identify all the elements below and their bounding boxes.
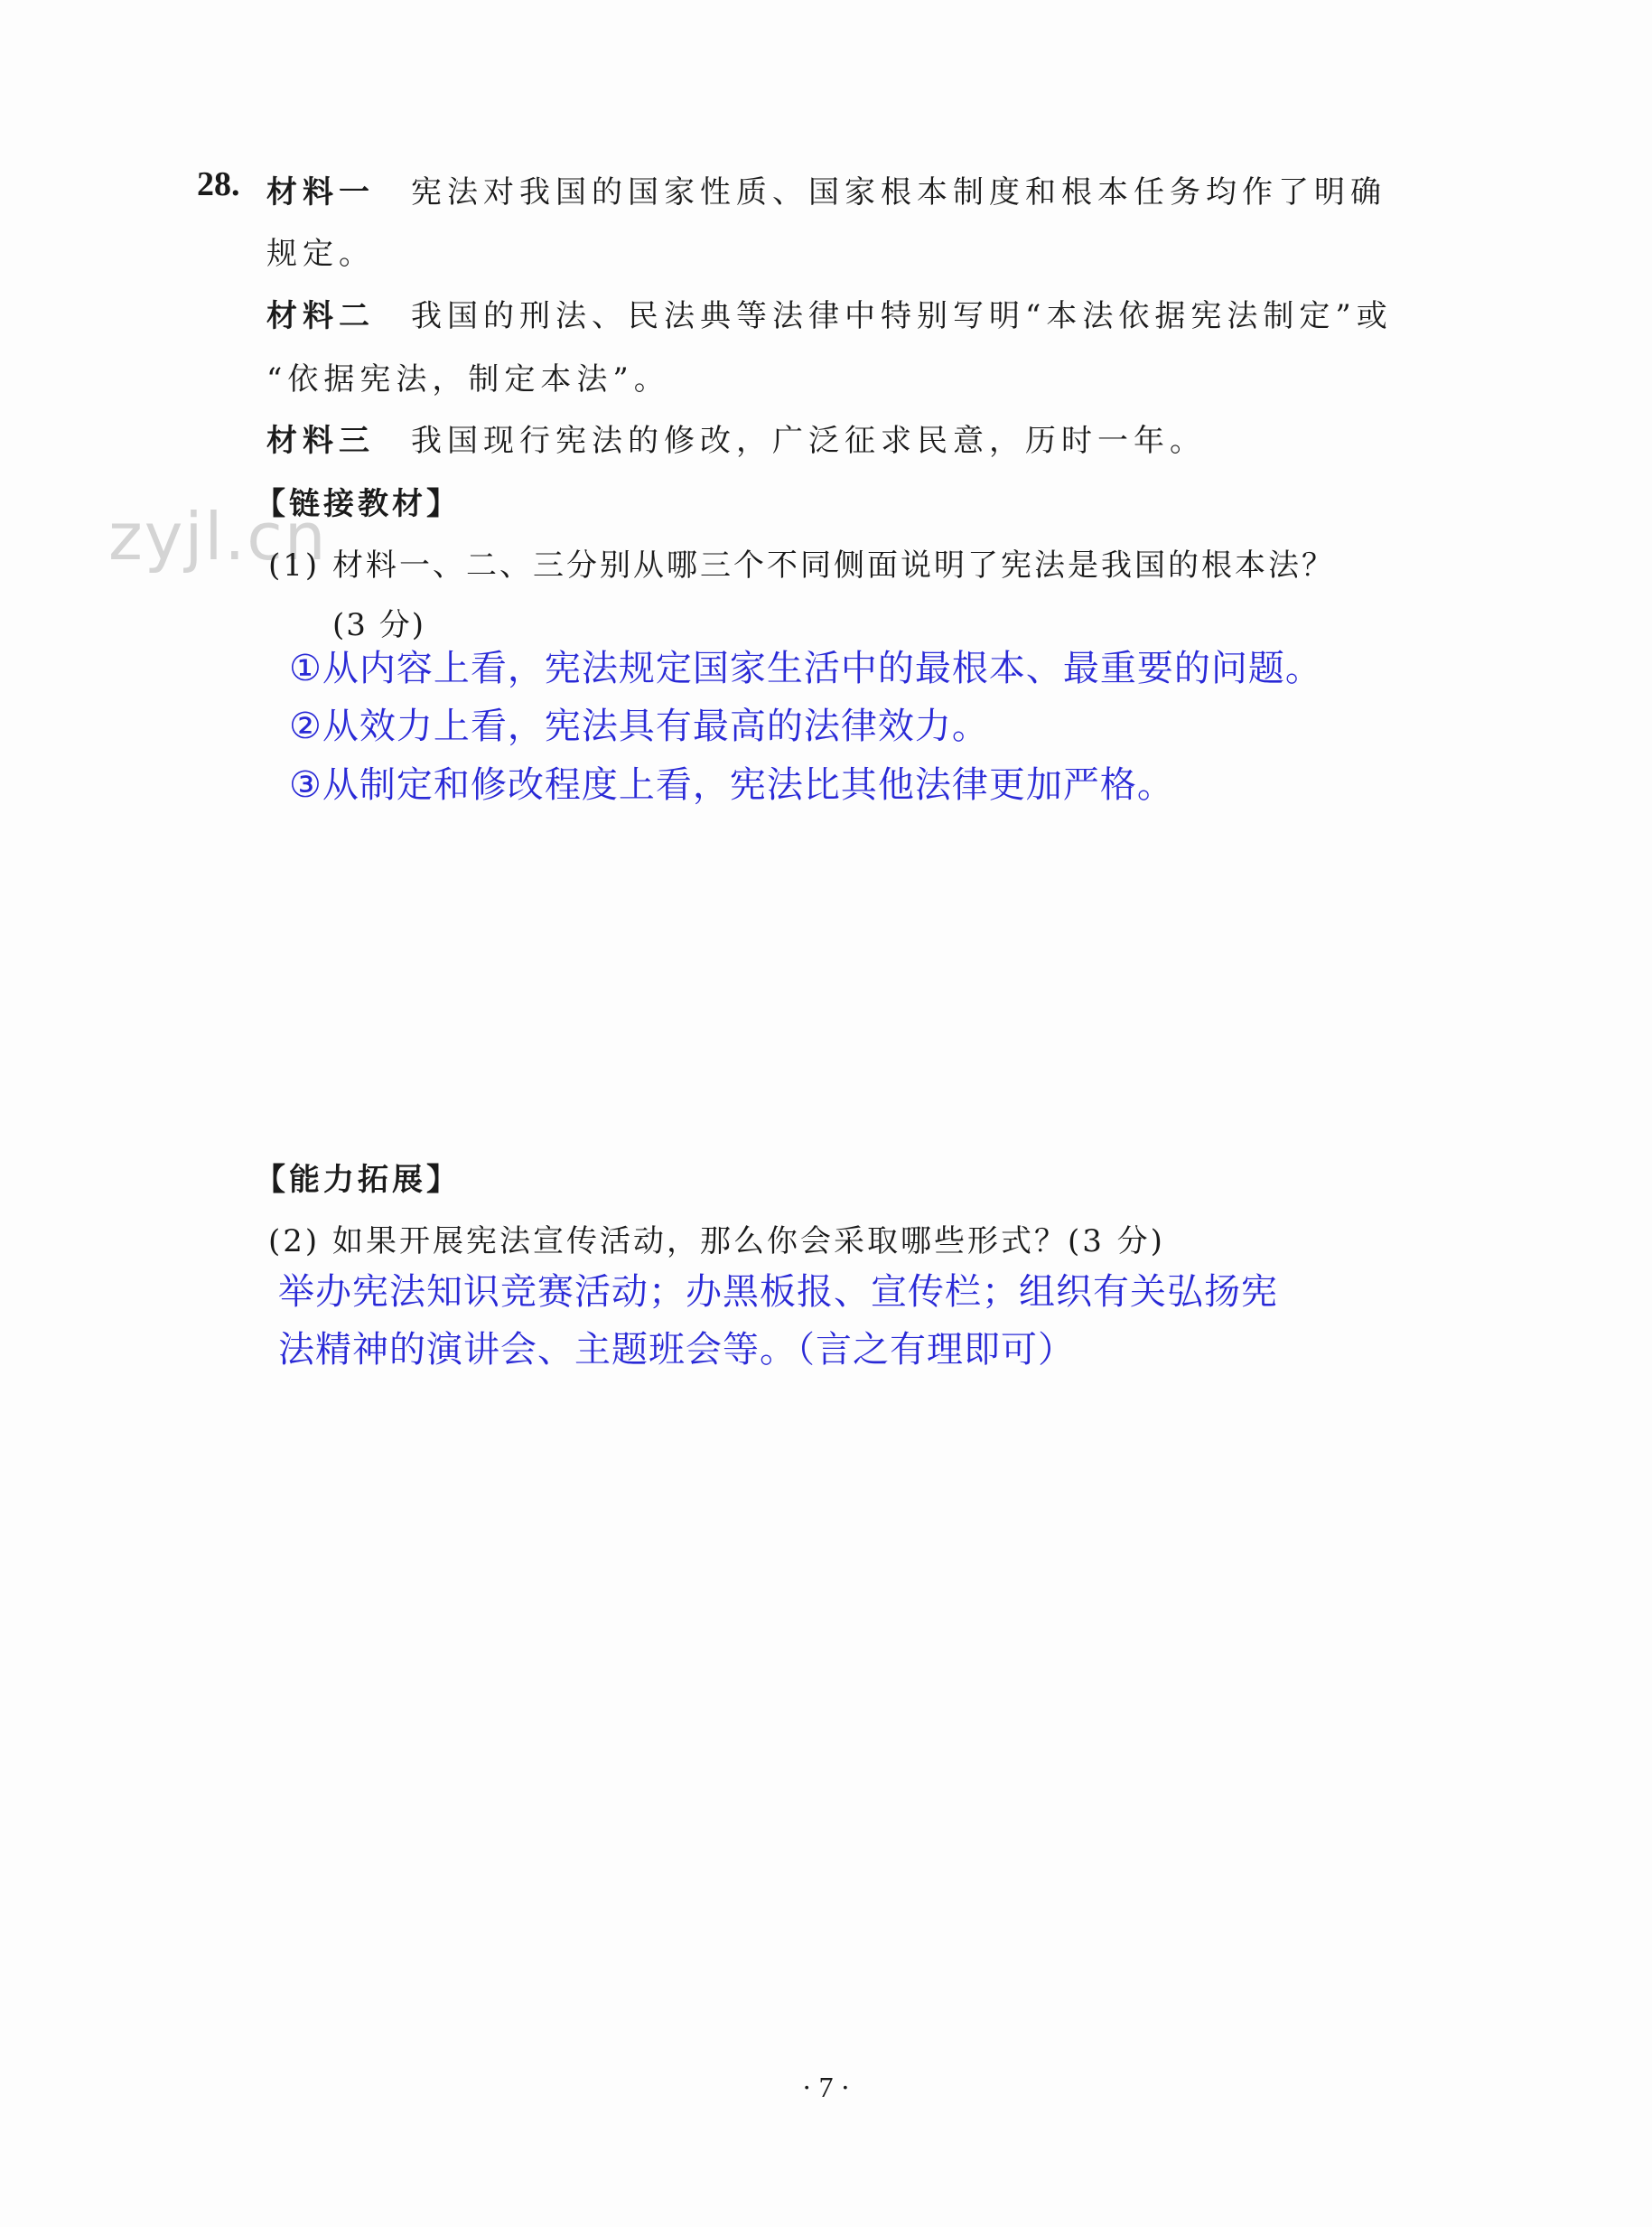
material-2-label: 材料二 bbox=[266, 298, 375, 334]
watermark: zyjl.cn bbox=[108, 499, 328, 575]
question-2-prompt: (2) 如果开展宪法宣传活动，那么你会采取哪些形式？(3 分) bbox=[268, 1223, 1165, 1259]
material-3-text-line-1: 我国现行宪法的修改，广泛征求民意，历时一年。 bbox=[411, 423, 1206, 459]
material-2-text-line-1: 我国的刑法、民法典等法律中特别写明“本法依据宪法制定”或 bbox=[411, 298, 1393, 334]
material-1-text-line-1: 宪法对我国的国家性质、国家根本制度和根本任务均作了明确 bbox=[411, 174, 1386, 211]
answer-2-line-1: 举办宪法知识竞赛活动；办黑板报、宣传栏；组织有关弘扬宪 bbox=[278, 1271, 1278, 1313]
question-1-prompt-line-2: (3 分) bbox=[332, 607, 425, 643]
material-2-text-line-2: “依据宪法，制定本法”。 bbox=[266, 361, 670, 398]
answer-2-line-2: 法精神的演讲会、主题班会等。（言之有理即可） bbox=[278, 1329, 1075, 1371]
section-heading-textbook-link: 【链接教材】 bbox=[255, 486, 461, 522]
answer-1-line-2: ②从效力上看，宪法具有最高的法律效力。 bbox=[289, 706, 989, 747]
material-3-label: 材料三 bbox=[266, 423, 375, 459]
question-number: 28. bbox=[197, 165, 240, 203]
question-1-prompt-line-1: (1) 材料一、二、三分别从哪三个不同侧面说明了宪法是我国的根本法？ bbox=[268, 547, 1335, 584]
answer-1-line-1: ①从内容上看，宪法规定国家生活中的最根本、最重要的问题。 bbox=[289, 648, 1322, 689]
material-1-text-line-2: 规定。 bbox=[266, 236, 375, 272]
section-heading-ability-extension: 【能力拓展】 bbox=[255, 1162, 461, 1198]
material-1 bbox=[266, 167, 1386, 211]
page-number: · 7 · bbox=[801, 2071, 851, 2103]
material-3 bbox=[266, 416, 1206, 460]
material-1-label: 材料一 bbox=[266, 174, 375, 211]
answer-1-line-3: ③从制定和修改程度上看，宪法比其他法律更加严格。 bbox=[289, 764, 1174, 806]
material-2 bbox=[266, 291, 1393, 335]
